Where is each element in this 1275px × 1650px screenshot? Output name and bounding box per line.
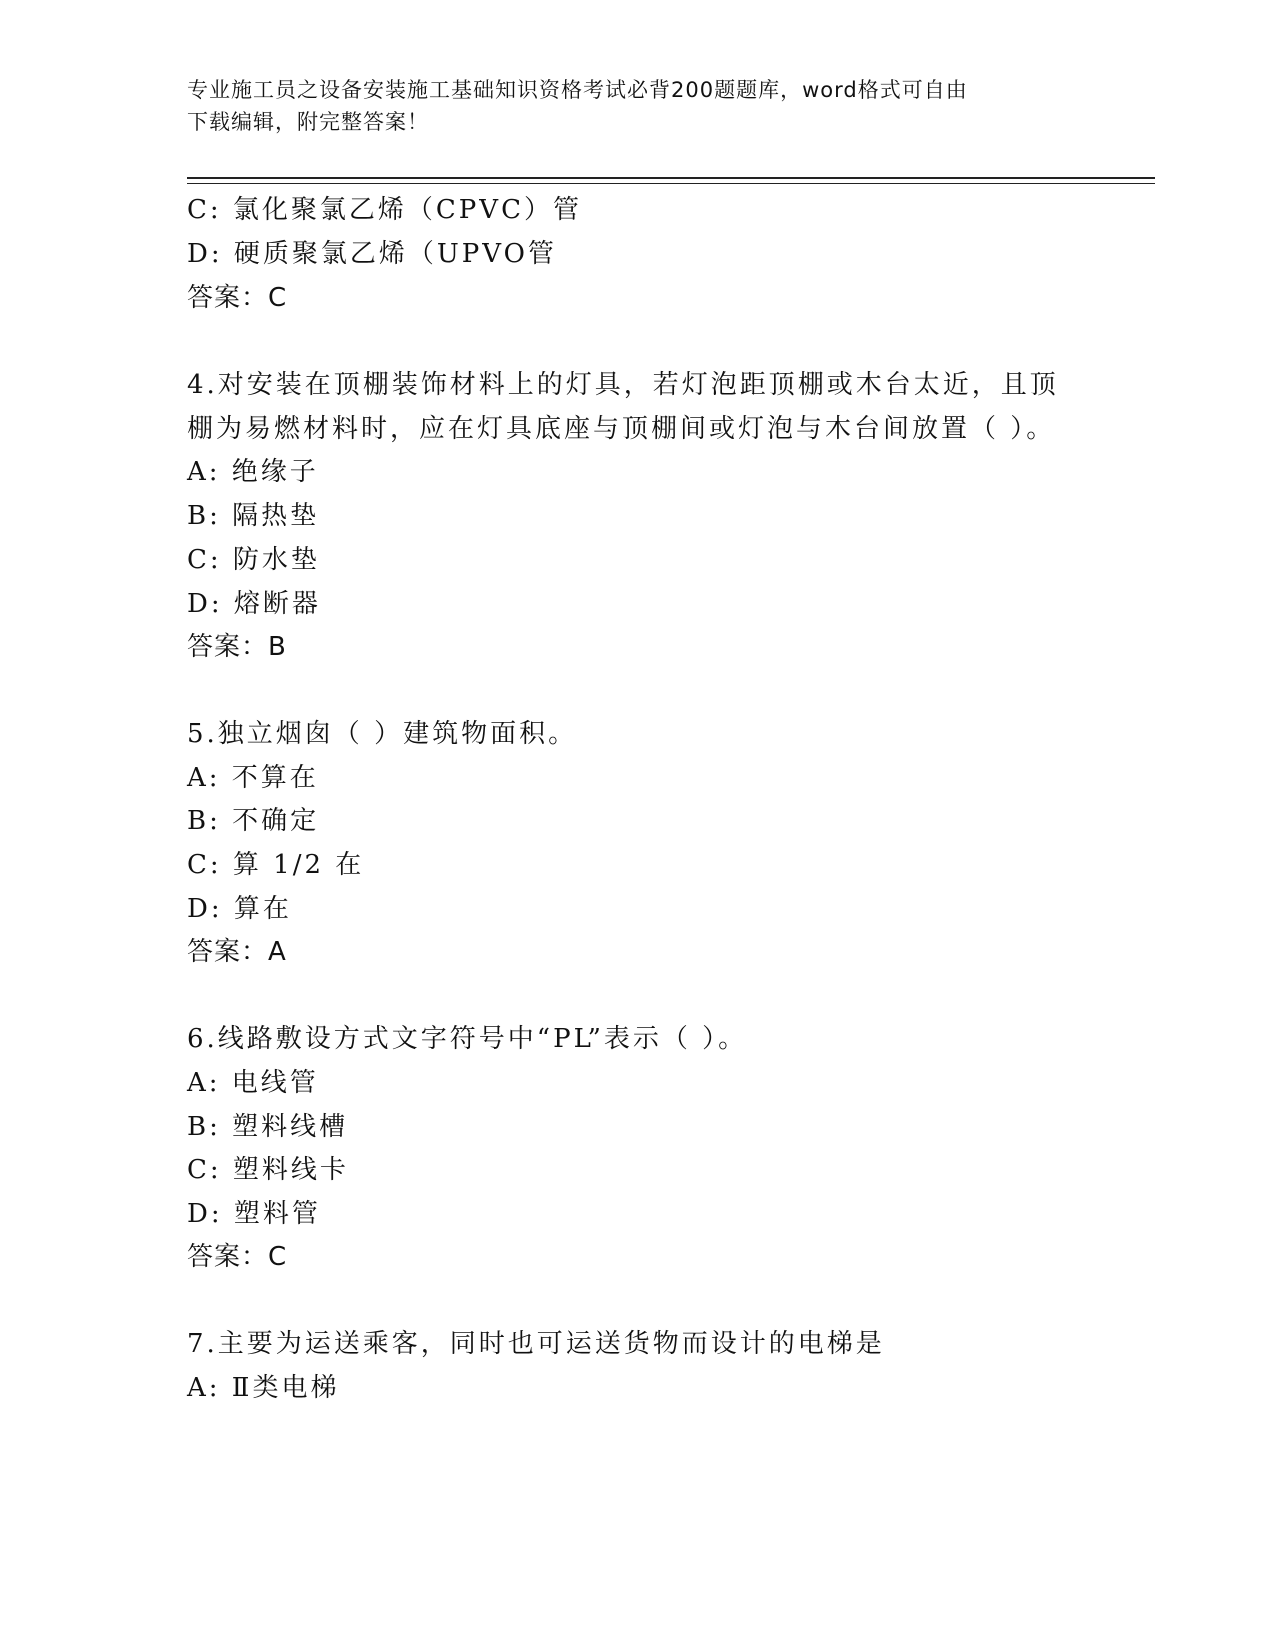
document-header (187, 74, 1067, 138)
q4-answer: 答案：B (187, 632, 287, 662)
q5-option-b: B: 不确定 (187, 806, 320, 836)
q7-option-a: A: Ⅱ类电梯 (187, 1373, 340, 1403)
q4-stem-line-1: 4.对安装在顶棚装饰材料上的灯具，若灯泡距顶棚或木台太近，且顶 (187, 370, 1059, 400)
q6-option-b: B: 塑料线槽 (187, 1112, 349, 1142)
q6-option-d: D: 塑料管 (187, 1199, 321, 1229)
q6-option-c: C: 塑料线卡 (187, 1155, 349, 1185)
q3-option-c: C: 氯化聚氯乙烯（CPVC）管 (187, 195, 582, 225)
q4-option-c: C: 防水垫 (187, 545, 320, 575)
q5-option-d: D: 算在 (187, 894, 292, 924)
q5-option-a: A: 不算在 (187, 763, 319, 793)
q5-stem: 5.独立烟囱（ ）建筑物面积。 (187, 719, 578, 749)
q4-option-a: A: 绝缘子 (187, 457, 319, 487)
q4-option-d: D: 熔断器 (187, 589, 321, 619)
q3-option-d: D: 硬质聚氯乙烯（UPVO管 (187, 239, 557, 269)
q4-option-b: B: 隔热垫 (187, 501, 320, 531)
q3-answer: 答案：C (187, 283, 288, 313)
header-line-1: 专业施工员之设备安装施工基础知识资格考试必背200题题库，word格式可自由 (187, 78, 968, 102)
q5-answer: 答案：A (187, 937, 287, 967)
header-line-2: 下载编辑，附完整答案！ (187, 110, 429, 134)
q6-stem: 6.线路敷设方式文字符号中“PL”表示（ ）。 (187, 1024, 748, 1054)
q5-option-c: C: 算 1/2 在 (187, 850, 365, 880)
q6-answer: 答案：C (187, 1242, 288, 1272)
q4-stem-line-2: 棚为易燃材料时，应在灯具底座与顶棚间或灯泡与木台间放置（ ）。 (187, 414, 1056, 444)
header-rule-thin (187, 183, 1155, 184)
header-rule-thick (187, 177, 1155, 179)
q7-stem: 7.主要为运送乘客，同时也可运送货物而设计的电梯是 (187, 1329, 885, 1359)
q6-option-a: A: 电线管 (187, 1068, 319, 1098)
